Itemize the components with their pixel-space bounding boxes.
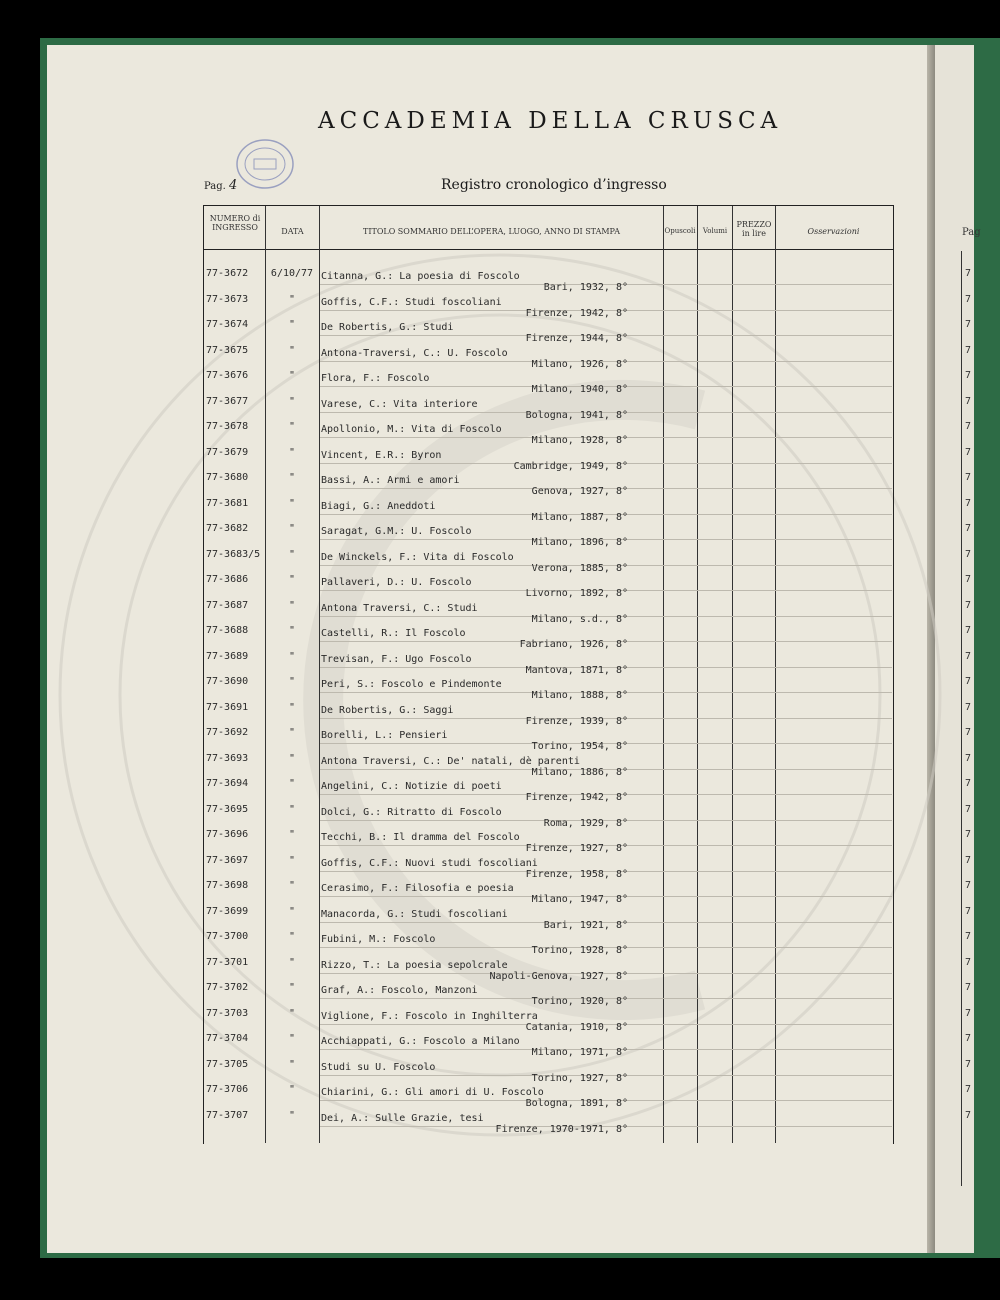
entry-title: Fubini, M.: Foscolo — [321, 934, 436, 945]
entry-number: 77-3697 — [206, 854, 249, 866]
entry-number: 77-3693 — [206, 752, 249, 764]
entry-number: 77-3696 — [206, 829, 249, 840]
facing-page-entry: 7 — [965, 701, 972, 713]
entry-title: Borelli, L.: Pensieri — [321, 730, 448, 741]
entry-number: 77-3674 — [206, 319, 249, 330]
library-stamp — [236, 139, 294, 189]
facing-page-entry: 7 — [965, 778, 972, 789]
entry-title: Dei, A.: Sulle Grazie, tesi — [321, 1112, 484, 1124]
entry-date: " — [288, 293, 296, 305]
facing-page-entry: 7 — [965, 752, 972, 764]
entry-number: 77-3688 — [206, 625, 249, 636]
facing-page-entry: 7 — [965, 268, 972, 279]
entry-place-year: Bari, 1921, 8° — [543, 919, 628, 931]
entry-title: Apollonio, M.: Vita di Foscolo — [321, 424, 502, 435]
col-header-numero: NUMERO di INGRESSO — [209, 214, 261, 232]
entry-date: " — [288, 446, 296, 458]
page-label: Pag. — [204, 181, 226, 192]
entry-place-year: Bologna, 1941, 8° — [525, 409, 628, 421]
entry-number: 77-3673 — [206, 293, 249, 305]
col-header-volumi: Volumi — [702, 227, 728, 235]
facing-page-entry: 7 — [965, 548, 972, 560]
facing-page-entry: 7 — [965, 982, 972, 993]
entry-title: Angelini, C.: Notizie di poeti — [321, 781, 502, 792]
entry-date: " — [288, 395, 296, 407]
page-number — [204, 178, 237, 193]
entry-title: Castelli, R.: Il Foscolo — [321, 628, 466, 639]
entry-date: " — [288, 650, 296, 662]
entry-place-year: Milano, 1947, 8° — [531, 894, 628, 905]
entry-date: " — [288, 548, 296, 560]
entry-title: Citanna, G.: La poesia di Foscolo — [321, 271, 520, 282]
facing-page-entry: 7 — [965, 319, 972, 330]
header-rule — [203, 249, 893, 250]
col-header-data: DATA — [281, 227, 304, 236]
entry-title: Antona Traversi, C.: Studi — [321, 602, 478, 614]
facing-page-entry: 7 — [965, 421, 972, 432]
entry-title: Tecchi, B.: Il dramma del Foscolo — [321, 832, 520, 843]
facing-page-entry: 7 — [965, 1007, 972, 1019]
book-gutter — [927, 45, 935, 1253]
entry-date: " — [288, 752, 296, 764]
facing-page-entry: 7 — [965, 1033, 972, 1044]
entry-date: 6/10/77 — [270, 268, 314, 279]
entry-number: 77-3699 — [206, 905, 249, 917]
facing-page-entry: 7 — [965, 1084, 972, 1095]
col-header-prezzo: PREZZO in lire — [736, 220, 772, 238]
entry-date: " — [288, 421, 296, 432]
facing-page-entry: 7 — [965, 497, 972, 509]
entry-place-year: Milano, s.d., 8° — [531, 613, 628, 625]
entry-place-year: Firenze, 1927, 8° — [525, 843, 628, 854]
entry-title: Cerasimo, F.: Filosofia e poesia — [321, 883, 514, 894]
entry-title: Vincent, E.R.: Byron — [321, 449, 442, 461]
entry-number: 77-3698 — [206, 880, 249, 891]
entry-place-year: Milano, 1888, 8° — [531, 690, 628, 701]
entry-title: Goffis, C.F.: Nuovi studi foscoliani — [321, 857, 538, 869]
entry-place-year: Torino, 1920, 8° — [531, 996, 628, 1007]
col-header-opuscoli: Opuscoli — [664, 227, 696, 235]
entry-place-year: Milano, 1896, 8° — [531, 537, 628, 548]
entry-date: " — [288, 319, 296, 330]
entry-place-year: Bari, 1932, 8° — [543, 282, 628, 293]
col-header-osservazioni: Osservazioni — [807, 227, 860, 236]
entry-title: Trevisan, F.: Ugo Foscolo — [321, 653, 472, 665]
entry-date: " — [288, 497, 296, 509]
entry-number: 77-3676 — [206, 370, 249, 381]
entry-date: " — [288, 1084, 296, 1095]
entry-place-year: Milano, 1971, 8° — [531, 1047, 628, 1058]
column-rule — [663, 206, 664, 1143]
entry-place-year: Verona, 1885, 8° — [531, 562, 628, 574]
page-number-value: 4 — [229, 178, 238, 193]
facing-page-label: Pag — [962, 227, 981, 238]
entry-number: 77-3701 — [206, 956, 249, 968]
entry-place-year: Genova, 1927, 8° — [531, 486, 628, 497]
entry-number: 77-3705 — [206, 1058, 249, 1070]
facing-page-entry: 7 — [965, 395, 972, 407]
entry-date: " — [288, 1007, 296, 1019]
entry-date: " — [288, 599, 296, 611]
entry-place-year: Bologna, 1891, 8° — [525, 1098, 628, 1109]
entry-number: 77-3680 — [206, 472, 249, 483]
entry-title: Bassi, A.: Armi e amori — [321, 475, 460, 486]
entry-place-year: Firenze, 1939, 8° — [525, 715, 628, 727]
entry-title: Goffis, C.F.: Studi foscoliani — [321, 296, 502, 308]
entry-title: De Winckels, F.: Vita di Foscolo — [321, 551, 514, 563]
entry-place-year: Firenze, 1958, 8° — [525, 868, 628, 880]
facing-page-rule — [961, 251, 962, 1186]
entry-place-year: Milano, 1887, 8° — [531, 511, 628, 523]
entry-number: 77-3694 — [206, 778, 249, 789]
entry-number: 77-3690 — [206, 676, 249, 687]
entry-place-year: Livorno, 1892, 8° — [525, 588, 628, 599]
entry-place-year: Firenze, 1970-1971, 8° — [495, 1123, 628, 1135]
column-rule — [732, 206, 733, 1143]
entry-place-year: Cambridge, 1949, 8° — [513, 460, 628, 472]
entry-number: 77-3706 — [206, 1084, 249, 1095]
entry-number: 77-3683/5 — [206, 548, 261, 560]
facing-page-entry: 7 — [965, 1109, 972, 1121]
entry-number: 77-3677 — [206, 395, 249, 407]
facing-page-entry: 7 — [965, 625, 972, 636]
entry-number: 77-3691 — [206, 701, 249, 713]
entry-date: " — [288, 676, 296, 687]
facing-page-entry: 7 — [965, 905, 972, 917]
entry-place-year: Milano, 1926, 8° — [531, 358, 628, 370]
entry-place-year: Mantova, 1871, 8° — [525, 664, 628, 676]
entry-date: " — [288, 778, 296, 789]
entry-place-year: Torino, 1927, 8° — [531, 1072, 628, 1084]
entry-date: " — [288, 854, 296, 866]
entry-place-year: Fabriano, 1926, 8° — [519, 639, 628, 650]
entry-number: 77-3678 — [206, 421, 249, 432]
entry-number: 77-3681 — [206, 497, 249, 509]
entry-title: Rizzo, T.: La poesia sepolcrale — [321, 959, 508, 971]
entry-place-year: Firenze, 1944, 8° — [525, 333, 628, 344]
facing-page-entry: 7 — [965, 523, 972, 534]
entry-date: " — [288, 574, 296, 585]
facing-page-entry: 7 — [965, 803, 972, 815]
entry-date: " — [288, 472, 296, 483]
entry-title: Flora, F.: Foscolo — [321, 373, 430, 384]
entry-number: 77-3704 — [206, 1033, 249, 1044]
entry-title: Antona Traversi, C.: De' natali, dè parenti — [321, 755, 580, 767]
facing-page-entry: 7 — [965, 956, 972, 968]
entry-date: " — [288, 344, 296, 356]
facing-page-entry: 7 — [965, 676, 972, 687]
entry-number: 77-3679 — [206, 446, 249, 458]
entry-date: " — [288, 523, 296, 534]
facing-page-entry: 7 — [965, 1058, 972, 1070]
entry-number: 77-3672 — [206, 268, 249, 279]
entry-number: 77-3700 — [206, 931, 249, 942]
entry-number: 77-3695 — [206, 803, 249, 815]
register-title: Registro cronologico d’ingresso — [441, 177, 667, 193]
facing-page-entry: 7 — [965, 829, 972, 840]
entry-title: Pallaveri, D.: U. Foscolo — [321, 577, 472, 588]
entry-place-year: Milano, 1928, 8° — [531, 435, 628, 446]
entry-title: Chiarini, G.: Gli amori di U. Foscolo — [321, 1087, 544, 1098]
entry-title: Acchiappati, G.: Foscolo a Milano — [321, 1036, 520, 1047]
facing-page-entry: 7 — [965, 446, 972, 458]
entry-number: 77-3675 — [206, 344, 249, 356]
entry-date: " — [288, 982, 296, 993]
entry-date: " — [288, 829, 296, 840]
entry-date: " — [288, 701, 296, 713]
entry-title: Saragat, G.M.: U. Foscolo — [321, 526, 472, 537]
entry-date: " — [288, 370, 296, 381]
entry-number: 77-3692 — [206, 727, 249, 738]
entry-title: Studi su U. Foscolo — [321, 1061, 436, 1073]
entry-date: " — [288, 905, 296, 917]
entry-place-year: Torino, 1954, 8° — [531, 741, 628, 752]
entry-date: " — [288, 931, 296, 942]
entry-number: 77-3703 — [206, 1007, 249, 1019]
entry-place-year: Firenze, 1942, 8° — [525, 792, 628, 803]
entry-place-year: Milano, 1940, 8° — [531, 384, 628, 395]
entry-title: De Robertis, G.: Studi — [321, 322, 454, 333]
institution-title: ACCADEMIA DELLA CRUSCA — [318, 108, 783, 134]
entry-place-year: Napoli-Genova, 1927, 8° — [489, 970, 628, 982]
facing-page-entry: 7 — [965, 293, 972, 305]
facing-page-entry: 7 — [965, 650, 972, 662]
entry-date: " — [288, 1033, 296, 1044]
facing-page-entry: 7 — [965, 574, 972, 585]
entry-place-year: Torino, 1928, 8° — [531, 945, 628, 956]
entry-date: " — [288, 956, 296, 968]
entry-title: Varese, C.: Vita interiore — [321, 398, 478, 410]
entry-title: Dolci, G.: Ritratto di Foscolo — [321, 806, 502, 818]
facing-page-entry: 7 — [965, 599, 972, 611]
entry-title: Manacorda, G.: Studi foscoliani — [321, 908, 508, 920]
entry-number: 77-3687 — [206, 599, 249, 611]
entry-date: " — [288, 727, 296, 738]
entry-date: " — [288, 1058, 296, 1070]
col-header-titolo: TITOLO SOMMARIO DELL’OPERA, LUOGO, ANNO DI STAMPA — [363, 227, 620, 236]
entry-title: De Robertis, G.: Saggi — [321, 704, 454, 716]
entry-place-year: Catania, 1910, 8° — [525, 1021, 628, 1033]
facing-page-entry: 7 — [965, 931, 972, 942]
facing-page-entry: 7 — [965, 370, 972, 381]
facing-page-entry: 7 — [965, 727, 972, 738]
entry-place-year: Firenze, 1942, 8° — [525, 307, 628, 319]
entry-title: Graf, A.: Foscolo, Manzoni — [321, 985, 478, 996]
entry-title: Biagi, G.: Aneddoti — [321, 500, 436, 512]
column-rule — [697, 206, 698, 1143]
facing-page-entry: 7 — [965, 344, 972, 356]
entry-title: Antona-Traversi, C.: U. Foscolo — [321, 347, 508, 359]
entry-date: " — [288, 880, 296, 891]
entry-number: 77-3686 — [206, 574, 249, 585]
entry-title: Viglione, F.: Foscolo in Inghilterra — [321, 1010, 538, 1022]
entry-title: Peri, S.: Foscolo e Pindemonte — [321, 679, 502, 690]
entry-date: " — [288, 1109, 296, 1121]
entry-number: 77-3702 — [206, 982, 249, 993]
entry-number: 77-3689 — [206, 650, 249, 662]
entry-date: " — [288, 803, 296, 815]
entry-place-year: Roma, 1929, 8° — [543, 817, 628, 829]
entry-number: 77-3707 — [206, 1109, 249, 1121]
facing-page-entry: 7 — [965, 472, 972, 483]
facing-page-entry: 7 — [965, 880, 972, 891]
entry-date: " — [288, 625, 296, 636]
column-rule — [775, 206, 776, 1143]
entry-number: 77-3682 — [206, 523, 249, 534]
facing-page — [935, 45, 981, 1253]
entry-place-year: Milano, 1886, 8° — [531, 766, 628, 778]
facing-page-entry: 7 — [965, 854, 972, 866]
